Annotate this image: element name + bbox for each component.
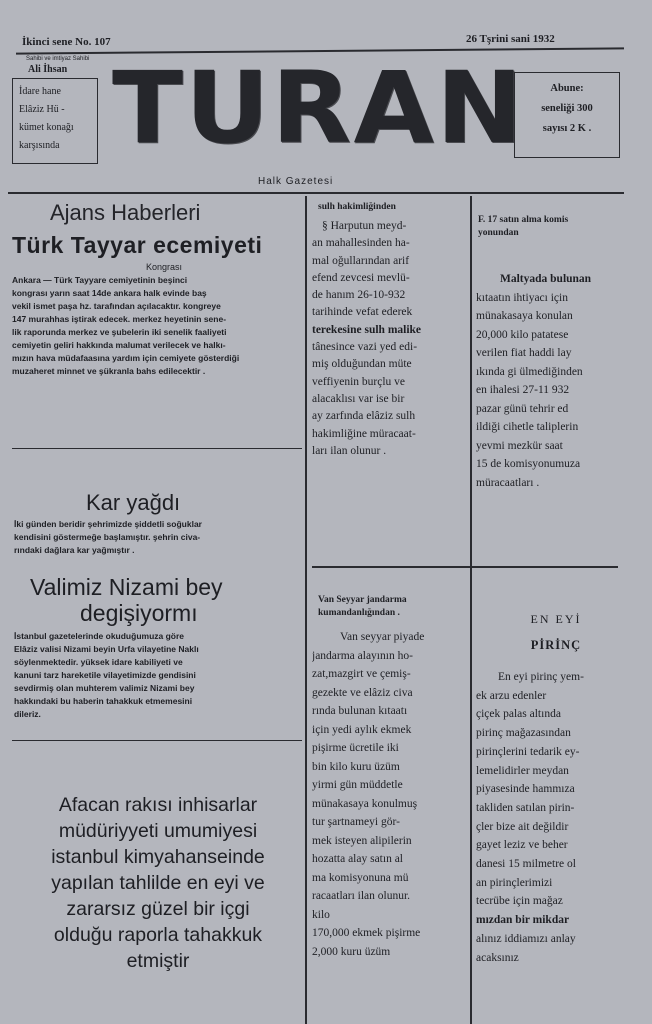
kar-yagdi-body: İki günden beridir şehrimizde şiddetli soğuklar kendisini göstermeğe başlamıştır. şehrin civa- rındaki dağlara kar yağmıştır . (14, 519, 202, 555)
owner-label: Sahibi ve imtiyaz Sahibi (26, 56, 90, 62)
newspaper-title: TURAN (112, 50, 525, 166)
tayyare-headline: Türk Tayyar ecemiyeti (12, 232, 263, 258)
valimiz-body: İstanbul gazetelerinde okuduğumuza göre Elâziz valisi Nizami beyin Urfa vilayetine Naklı söylenmektedir. yüksek idare kabiliyeti ve kanuni tarz hareketile vilayetimizde gendisini sevdirmiş olan muhterem valimiz Nizami bey hakkındaki bu haberin tahakkuk etmemesini dileriz. (14, 631, 199, 719)
pirinc-body: En eyi pirinç yem- ek arzu edenler çiçek palas altında pirinç mağazasından pirinçlerini tedarik ey- lemelidirler meydan piyasesinde hammıza takliden satılan pirin- çler bize ait değildir gayet leziz ve beher danesi 15 milmetre ol an pirinçlerimizi tecrübe için mağaz mızdan bir mikdar alınız iddiamızı anlay acaksınız (476, 671, 584, 964)
satin-alma-header: F. 17 satın alma komis yonundan (478, 215, 569, 238)
sulh-header: sulh hakimliğinden (318, 202, 396, 212)
kongrasi-subhead: Kongrası (146, 262, 183, 272)
subscription-box (514, 72, 620, 158)
subscription-line: sayısı 2 K . (542, 123, 592, 134)
column-rule (12, 740, 302, 741)
valimiz-title: Valimiz Nizami bey (30, 574, 223, 600)
subtitle: Halk Gazetesi (258, 176, 334, 187)
tayyare-body: Ankara — Türk Tayyare cemiyetinin beşinci kongrası yarın saat 14de ankara halk evinde baş vekil ismet paşa hz. tarafından açılacaktır. kongreye 147 murahhas iştirak edecek. merkez heyetinin sene- lik raporunda merkez ve şubelerin iki senelik faaliyeti cemiyetin geliri hakkında malumat verilecek ve halkı- mızın hava müdafaasına yardım için cemiyete gösterdiği muzaheret minnet ve şükranla bahs edilecektir . (12, 275, 240, 376)
satin-alma-body: Maltyada bulunan kıtaatın ihtiyacı için münakasaya konulan 20,000 kilo patatese verilen fiat haddi lay ıkında gi ülmediğinden en ihalesi 27-11 932 pazar günü tehrir ed ildiği cihetle taliplerin yevmi mezkür saat 15 de komisyonumuza müracaatları . (476, 273, 592, 489)
afacan-ad: Afacan rakısı inhisarlar müdüriyyeti umumiyesi istanbul kimyahanseinde yapılan tahlilde en eyi ve zararsız güzel bir içgi olduğu raporla tahakkuk etmiştir (51, 794, 265, 972)
jandarma-header: Van Seyyar jandarma kumandanlığından . (318, 595, 407, 618)
address-box (12, 78, 98, 164)
valimiz-title-2: degişiyormı (80, 600, 198, 626)
jandarma-body: Van seyyar piyade jandarma alayının ho- zat,mazgirt ve çemiş- gezekte ve elâziz civa rında bulunan kıtaatı için yedi aylık ekmek pişirme ücretile iki bin kilo kuru üzüm yirmi gün müddetle münakasaya konulmuş tur şartnameyi gör- mek isteyen alipilerin hozatta alay satın al ma komisyonuna mü racaatları ilan olunur. kilo 170,000 ekmek pişirme 2,000 kuru üzüm (312, 631, 425, 958)
address-line: kümet konağı (19, 122, 74, 133)
issue-number: İkinci sene No. 107 (22, 36, 111, 48)
column-rule (12, 448, 302, 449)
kar-yagdi-title: Kar yağdı (86, 490, 181, 515)
issue-date: 26 Tşrini sani 1932 (466, 33, 555, 45)
address-line: İdare hane (19, 86, 61, 97)
address-line: Elâziz Hü - (19, 104, 65, 115)
en-eyi-title: EN EYİ (530, 612, 582, 626)
column-rule (470, 196, 472, 1024)
ajans-title: Ajans Haberleri (50, 200, 201, 225)
owner-name: Ali İhsan (28, 64, 68, 75)
subscription-line: seneliği 300 (541, 103, 593, 114)
sulh-body: § Harputun meyd- an mahallesinden ha- mal oğullarından arif efend zevcesi mevlü- de hanım 26-10-932 tarihinde vefat ederek terekesine sulh malike tânesince vazi yed edi- miş olduğundan müte veffiyenin burçlu ve alacaklısı var ise bir ay zarfında elâziz sulh hakimliğine müracaat- ları ilan olunur . (312, 220, 422, 457)
address-line: karşısında (19, 140, 60, 151)
pirinc-title: PİRİNÇ (530, 638, 582, 652)
column-rule (312, 566, 618, 568)
subscription-line: Abune: (550, 83, 584, 94)
masthead-rule (8, 192, 624, 194)
